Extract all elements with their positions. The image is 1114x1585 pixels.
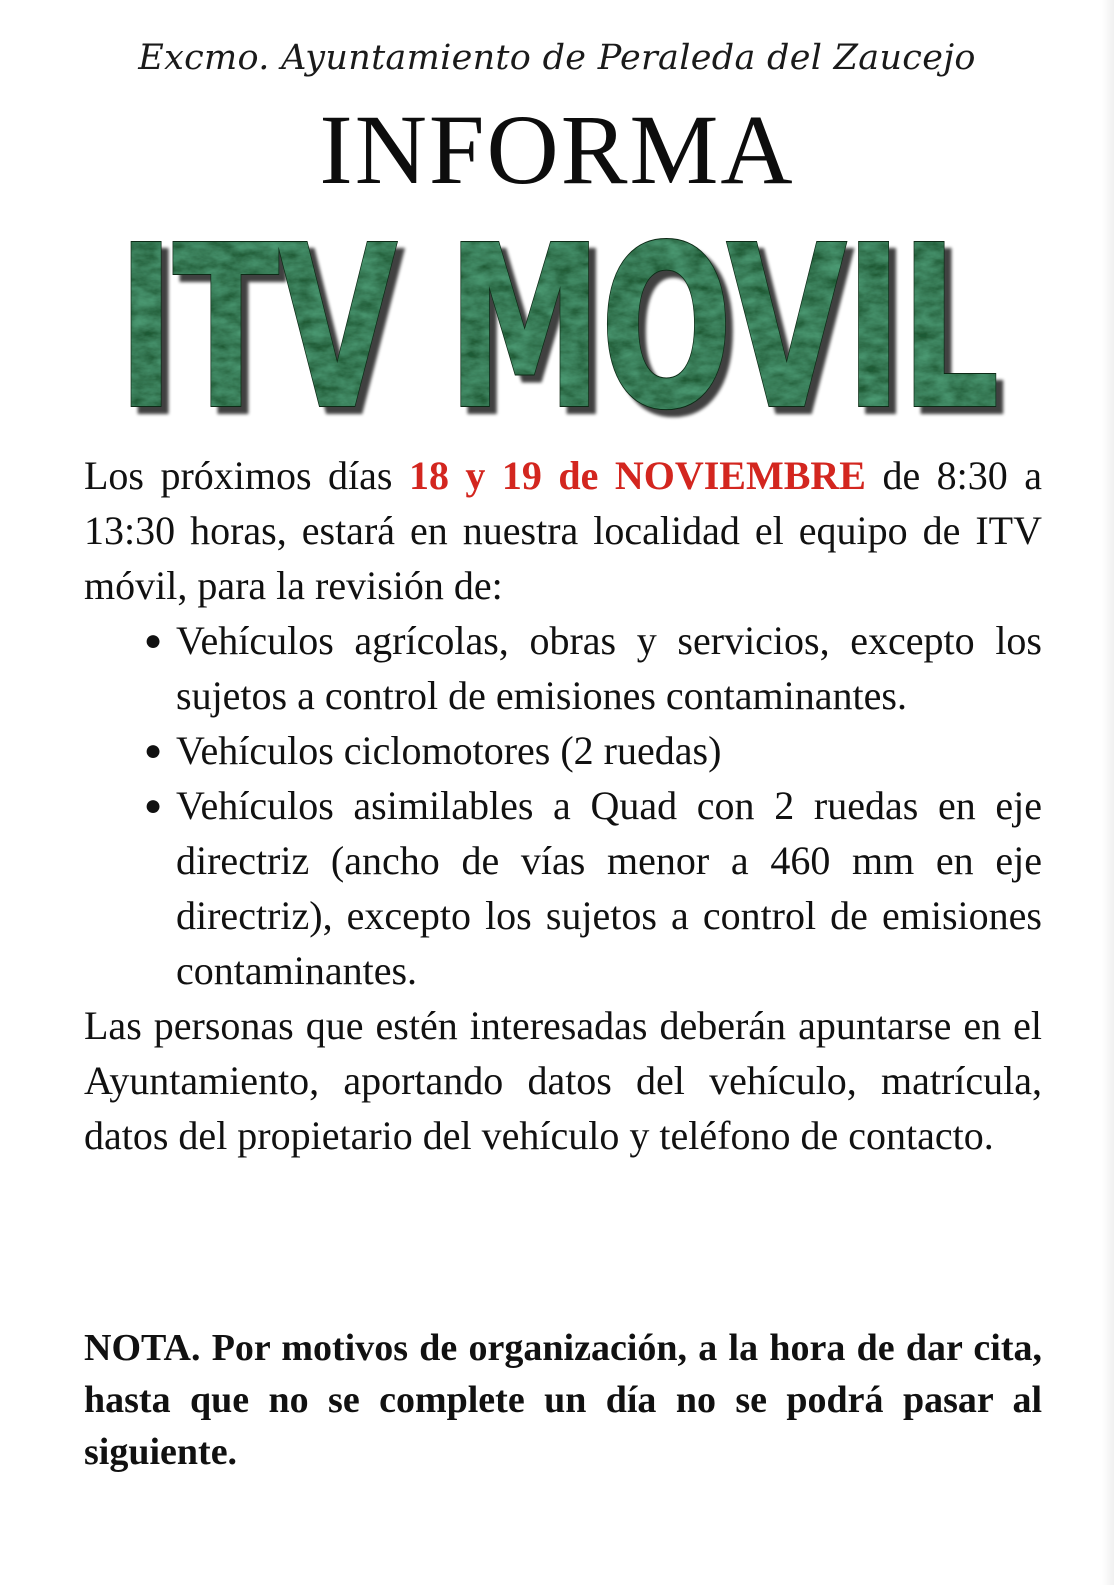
list-item-text: Vehículos agrícolas, obras y servicios, excepto los sujetos a control de emisiones contaminantes. [176, 618, 1042, 718]
intro-lead: Los próximos días [84, 453, 409, 498]
list-item [144, 778, 1042, 998]
date-highlight: 18 y 19 de NOVIEMBRE [408, 453, 866, 498]
list-item [144, 723, 1042, 778]
list-item [144, 613, 1042, 723]
bullet-icon: ● [144, 624, 163, 657]
headline-texture: ITV MOVIL [117, 218, 997, 430]
list-item-text: Vehículos ciclomotores (2 ruedas) [176, 728, 722, 773]
list-item-text: Vehículos asimilables a Quad con 2 ruedas en eje directriz (ancho de vías menor a 460 mm en eje directriz), excepto los sujetos a control de emisiones contaminantes. [176, 783, 1042, 993]
notice-body [84, 448, 1042, 1163]
intro-paragraph [84, 448, 1042, 613]
nota-paragraph: NOTA. Por motivos de organización, a la hora de dar cita, hasta que no se complete un día no se podrá pasar al siguiente. [84, 1327, 1042, 1473]
bullet-icon: ● [144, 789, 163, 822]
vehicle-list [84, 613, 1042, 998]
intro-rest: de 8:30 a 13:30 horas, estará en nuestra localidad el equipo de ITV móvil, para la revisión de: [84, 453, 1042, 608]
institution-name: Excmo. Ayuntamiento de Peraleda del Zaucejo [138, 38, 976, 78]
headline-text: ITV MOVIL [117, 218, 997, 430]
closing-paragraph: Las personas que estén interesadas deberán apuntarse en el Ayuntamiento, aportando datos del vehículo, matrícula, datos del propietario del vehículo y teléfono de contacto. [84, 1003, 1042, 1158]
headline-itv-movil [0, 218, 1114, 430]
informa-heading: INFORMA [319, 94, 795, 205]
page-edge [1102, 0, 1114, 1585]
bullet-icon: ● [144, 734, 163, 767]
